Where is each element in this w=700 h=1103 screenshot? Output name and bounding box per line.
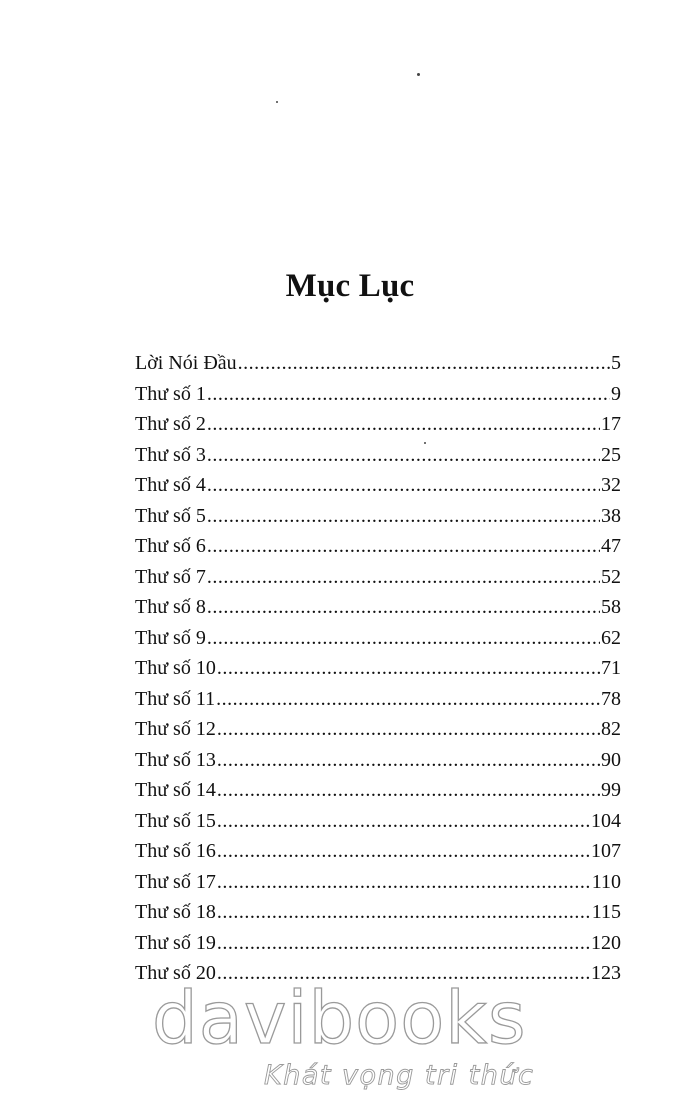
toc-entry-page-number: 107 xyxy=(591,840,621,862)
toc-dot-leader xyxy=(217,714,600,745)
table-of-contents xyxy=(135,348,621,989)
toc-dot-leader xyxy=(217,806,590,837)
toc-entry-label: Thư số 19 xyxy=(135,931,216,954)
toc-entry xyxy=(135,592,621,623)
toc-entry-label: Thư số 14 xyxy=(135,779,216,801)
toc-entry-label: Thư số 7 xyxy=(135,565,206,588)
toc-entry-page-number: 47 xyxy=(601,535,621,557)
toc-dot-leader xyxy=(207,592,600,623)
toc-entry-page-number: 32 xyxy=(601,474,621,496)
toc-entry-label: Thư số 16 xyxy=(135,840,216,862)
toc-entry xyxy=(135,836,621,867)
toc-entry xyxy=(135,806,621,837)
toc-entry-page-number: 5 xyxy=(611,352,621,374)
toc-entry xyxy=(135,501,621,532)
toc-dot-leader xyxy=(238,348,610,379)
toc-entry-page-number: 123 xyxy=(591,962,621,984)
toc-dot-leader xyxy=(207,440,600,471)
toc-dot-leader xyxy=(207,531,600,562)
toc-dot-leader xyxy=(217,836,590,867)
toc-entry xyxy=(135,470,621,501)
toc-dot-leader xyxy=(217,653,600,684)
toc-dot-leader xyxy=(207,409,600,440)
toc-dot-leader xyxy=(217,928,590,959)
toc-entry-label: Thư số 8 xyxy=(135,596,206,618)
page-title: Mục Lục xyxy=(285,268,415,304)
toc-dot-leader xyxy=(217,897,591,928)
toc-dot-leader xyxy=(217,745,600,776)
toc-entry-label: Thư số 18 xyxy=(135,901,216,923)
toc-dot-leader xyxy=(207,501,600,532)
toc-entry-page-number: 110 xyxy=(591,870,621,893)
toc-dot-leader xyxy=(216,684,600,715)
watermark-brand: davibooks xyxy=(152,976,527,1060)
toc-entry-page-number: 99 xyxy=(601,779,621,801)
toc-entry-label: Thư số 3 xyxy=(135,443,206,466)
toc-entry xyxy=(135,928,621,959)
toc-entry-label: Thư số 6 xyxy=(135,535,206,557)
toc-entry-label: Thư số 4 xyxy=(135,474,206,496)
toc-entry-page-number: 62 xyxy=(601,626,621,649)
toc-entry-page-number: 17 xyxy=(601,413,621,435)
toc-entry-page-number: 120 xyxy=(591,931,621,954)
toc-entry-label: Thư số 13 xyxy=(135,748,216,771)
toc-entry-page-number: 115 xyxy=(591,901,621,923)
toc-entry-page-number: 71 xyxy=(601,657,621,679)
toc-entry-label: Thư số 1 xyxy=(135,382,206,405)
toc-dot-leader xyxy=(217,775,600,806)
toc-entry-label: Thư số 2 xyxy=(135,413,206,435)
toc-entry xyxy=(135,653,621,684)
toc-entry-page-number: 78 xyxy=(601,687,621,710)
toc-entry xyxy=(135,714,621,745)
toc-entry-label: Thư số 9 xyxy=(135,626,206,649)
toc-entry xyxy=(135,348,621,379)
toc-entry xyxy=(135,745,621,776)
toc-entry-label: Lời Nói Đầu xyxy=(135,352,237,374)
toc-entry-page-number: 90 xyxy=(601,748,621,771)
toc-entry-page-number: 52 xyxy=(601,565,621,588)
toc-entry xyxy=(135,623,621,654)
toc-entry xyxy=(135,531,621,562)
toc-entry-label: Thư số 12 xyxy=(135,718,216,740)
scan-speck xyxy=(417,73,420,76)
toc-entry-label: Thư số 17 xyxy=(135,870,216,893)
toc-entry xyxy=(135,867,621,898)
toc-dot-leader xyxy=(207,562,600,593)
toc-entry-label: Thư số 10 xyxy=(135,657,216,679)
toc-entry-page-number: 104 xyxy=(591,809,621,832)
toc-dot-leader xyxy=(207,470,600,501)
toc-entry-label: Thư số 15 xyxy=(135,809,216,832)
toc-entry-label: Thư số 5 xyxy=(135,504,206,527)
toc-entry-page-number: 58 xyxy=(601,596,621,618)
toc-entry-page-number: 25 xyxy=(601,443,621,466)
toc-entry xyxy=(135,562,621,593)
toc-entry xyxy=(135,775,621,806)
toc-dot-leader xyxy=(207,623,600,654)
toc-dot-leader xyxy=(207,379,610,410)
toc-entry-label: Thư số 20 xyxy=(135,962,216,984)
watermark-tagline: Khát vọng tri thức xyxy=(264,1060,535,1091)
toc-entry xyxy=(135,897,621,928)
toc-entry xyxy=(135,440,621,471)
toc-entry xyxy=(135,379,621,410)
toc-entry-page-number: 9 xyxy=(611,382,621,405)
toc-dot-leader xyxy=(217,867,591,898)
toc-entry xyxy=(135,409,621,440)
scan-speck xyxy=(276,101,278,103)
toc-entry-page-number: 38 xyxy=(601,504,621,527)
toc-entry-label: Thư số 11 xyxy=(135,687,216,710)
toc-entry xyxy=(135,684,621,715)
toc-entry-page-number: 82 xyxy=(601,718,621,740)
